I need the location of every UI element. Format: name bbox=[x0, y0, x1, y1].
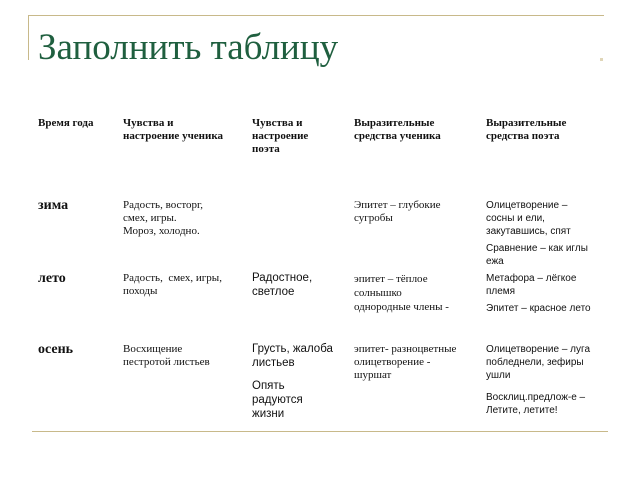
cell-text: Метафора – лёгкое bbox=[486, 273, 577, 284]
row-summer-season: лето bbox=[38, 271, 66, 286]
row-summer-student-means bbox=[354, 272, 449, 314]
header-poet-means bbox=[486, 117, 566, 143]
cell-text: Восхищение bbox=[123, 343, 183, 355]
cell-text: смех, игры. bbox=[123, 212, 177, 224]
cell-text: племя bbox=[486, 286, 516, 297]
row-autumn-student-means bbox=[354, 343, 456, 382]
cell-text: Олицетворение – луга bbox=[486, 344, 591, 355]
row-autumn-poet-feelings bbox=[252, 342, 333, 421]
cell-text: светлое bbox=[252, 286, 295, 298]
cell-text: ушли bbox=[486, 370, 511, 381]
cell-text: однородные члены - bbox=[354, 301, 449, 313]
cell-text: сугробы bbox=[354, 212, 393, 224]
header-text: поэта bbox=[252, 143, 280, 155]
table-bottom-line bbox=[32, 431, 608, 432]
header-text: настроение ученика bbox=[123, 130, 223, 142]
header-text: Выразительные bbox=[486, 117, 567, 129]
cell-text: шуршат bbox=[354, 369, 392, 381]
cell-text: походы bbox=[123, 285, 158, 297]
cell-text: побледнели, зефиры bbox=[486, 357, 584, 368]
header-text: настроение bbox=[252, 130, 309, 142]
cell-text: Эпитет – красное лето bbox=[486, 303, 591, 314]
cell-text: эпитет – тёплое bbox=[354, 273, 428, 285]
row-winter-season: зима bbox=[38, 198, 69, 213]
cell-text: Олицетворение – bbox=[486, 200, 568, 211]
row-winter-student-means bbox=[354, 199, 441, 225]
slide-title: Заполнить таблицу bbox=[38, 27, 339, 68]
cell-text: олицетворение - bbox=[354, 356, 431, 368]
cell-text: Радостное, bbox=[252, 272, 313, 284]
cell-text: эпитет- разноцветные bbox=[354, 343, 457, 355]
cell-text: Грусть, жалоба bbox=[252, 343, 333, 355]
cell-text: пестротой листьев bbox=[123, 356, 210, 368]
row-summer-poet-feelings bbox=[252, 271, 312, 299]
cell-text: сосны и ели, bbox=[486, 213, 545, 224]
row-summer-student-feelings bbox=[123, 272, 222, 298]
header-text: Чувства и bbox=[252, 117, 303, 129]
cell-text: ежа bbox=[486, 256, 504, 267]
row-autumn-student-feelings bbox=[123, 343, 210, 369]
cell-text: жизни bbox=[252, 408, 285, 420]
header-text: Чувства и bbox=[123, 117, 174, 129]
cell-text: Радость, восторг, bbox=[123, 199, 204, 211]
row-winter-student-feelings bbox=[123, 199, 203, 238]
cell-text: листьев bbox=[252, 357, 295, 369]
cell-text: солнышко bbox=[354, 287, 402, 299]
cell-text: Мороз, холодно. bbox=[123, 225, 200, 237]
header-text: Выразительные bbox=[354, 117, 435, 129]
row-autumn-poet-means bbox=[486, 343, 590, 417]
header-season bbox=[38, 117, 94, 130]
cell-text: радуются bbox=[252, 394, 303, 406]
cell-text: закутавшись, спят bbox=[486, 226, 571, 237]
cell-text: Летите, летите! bbox=[486, 405, 558, 416]
header-student-feelings bbox=[123, 117, 223, 143]
cell-text: Восклиц.предлож-е – bbox=[486, 392, 586, 403]
cell-text: Эпитет – глубокие bbox=[354, 199, 441, 211]
cell-text: Опять bbox=[252, 380, 285, 392]
header-text: средства поэта bbox=[486, 130, 560, 142]
cell-text: Радость, смех, игры, bbox=[123, 272, 222, 284]
header-student-means bbox=[354, 117, 441, 143]
row-winter-poet-means bbox=[486, 199, 588, 268]
header-text: средства ученика bbox=[354, 130, 441, 142]
row-summer-poet-means bbox=[486, 272, 591, 315]
header-text: Время года bbox=[38, 117, 94, 129]
row-autumn-season: осень bbox=[38, 342, 74, 357]
cell-text: Сравнение – как иглы bbox=[486, 243, 588, 254]
header-poet-feelings bbox=[252, 117, 308, 156]
